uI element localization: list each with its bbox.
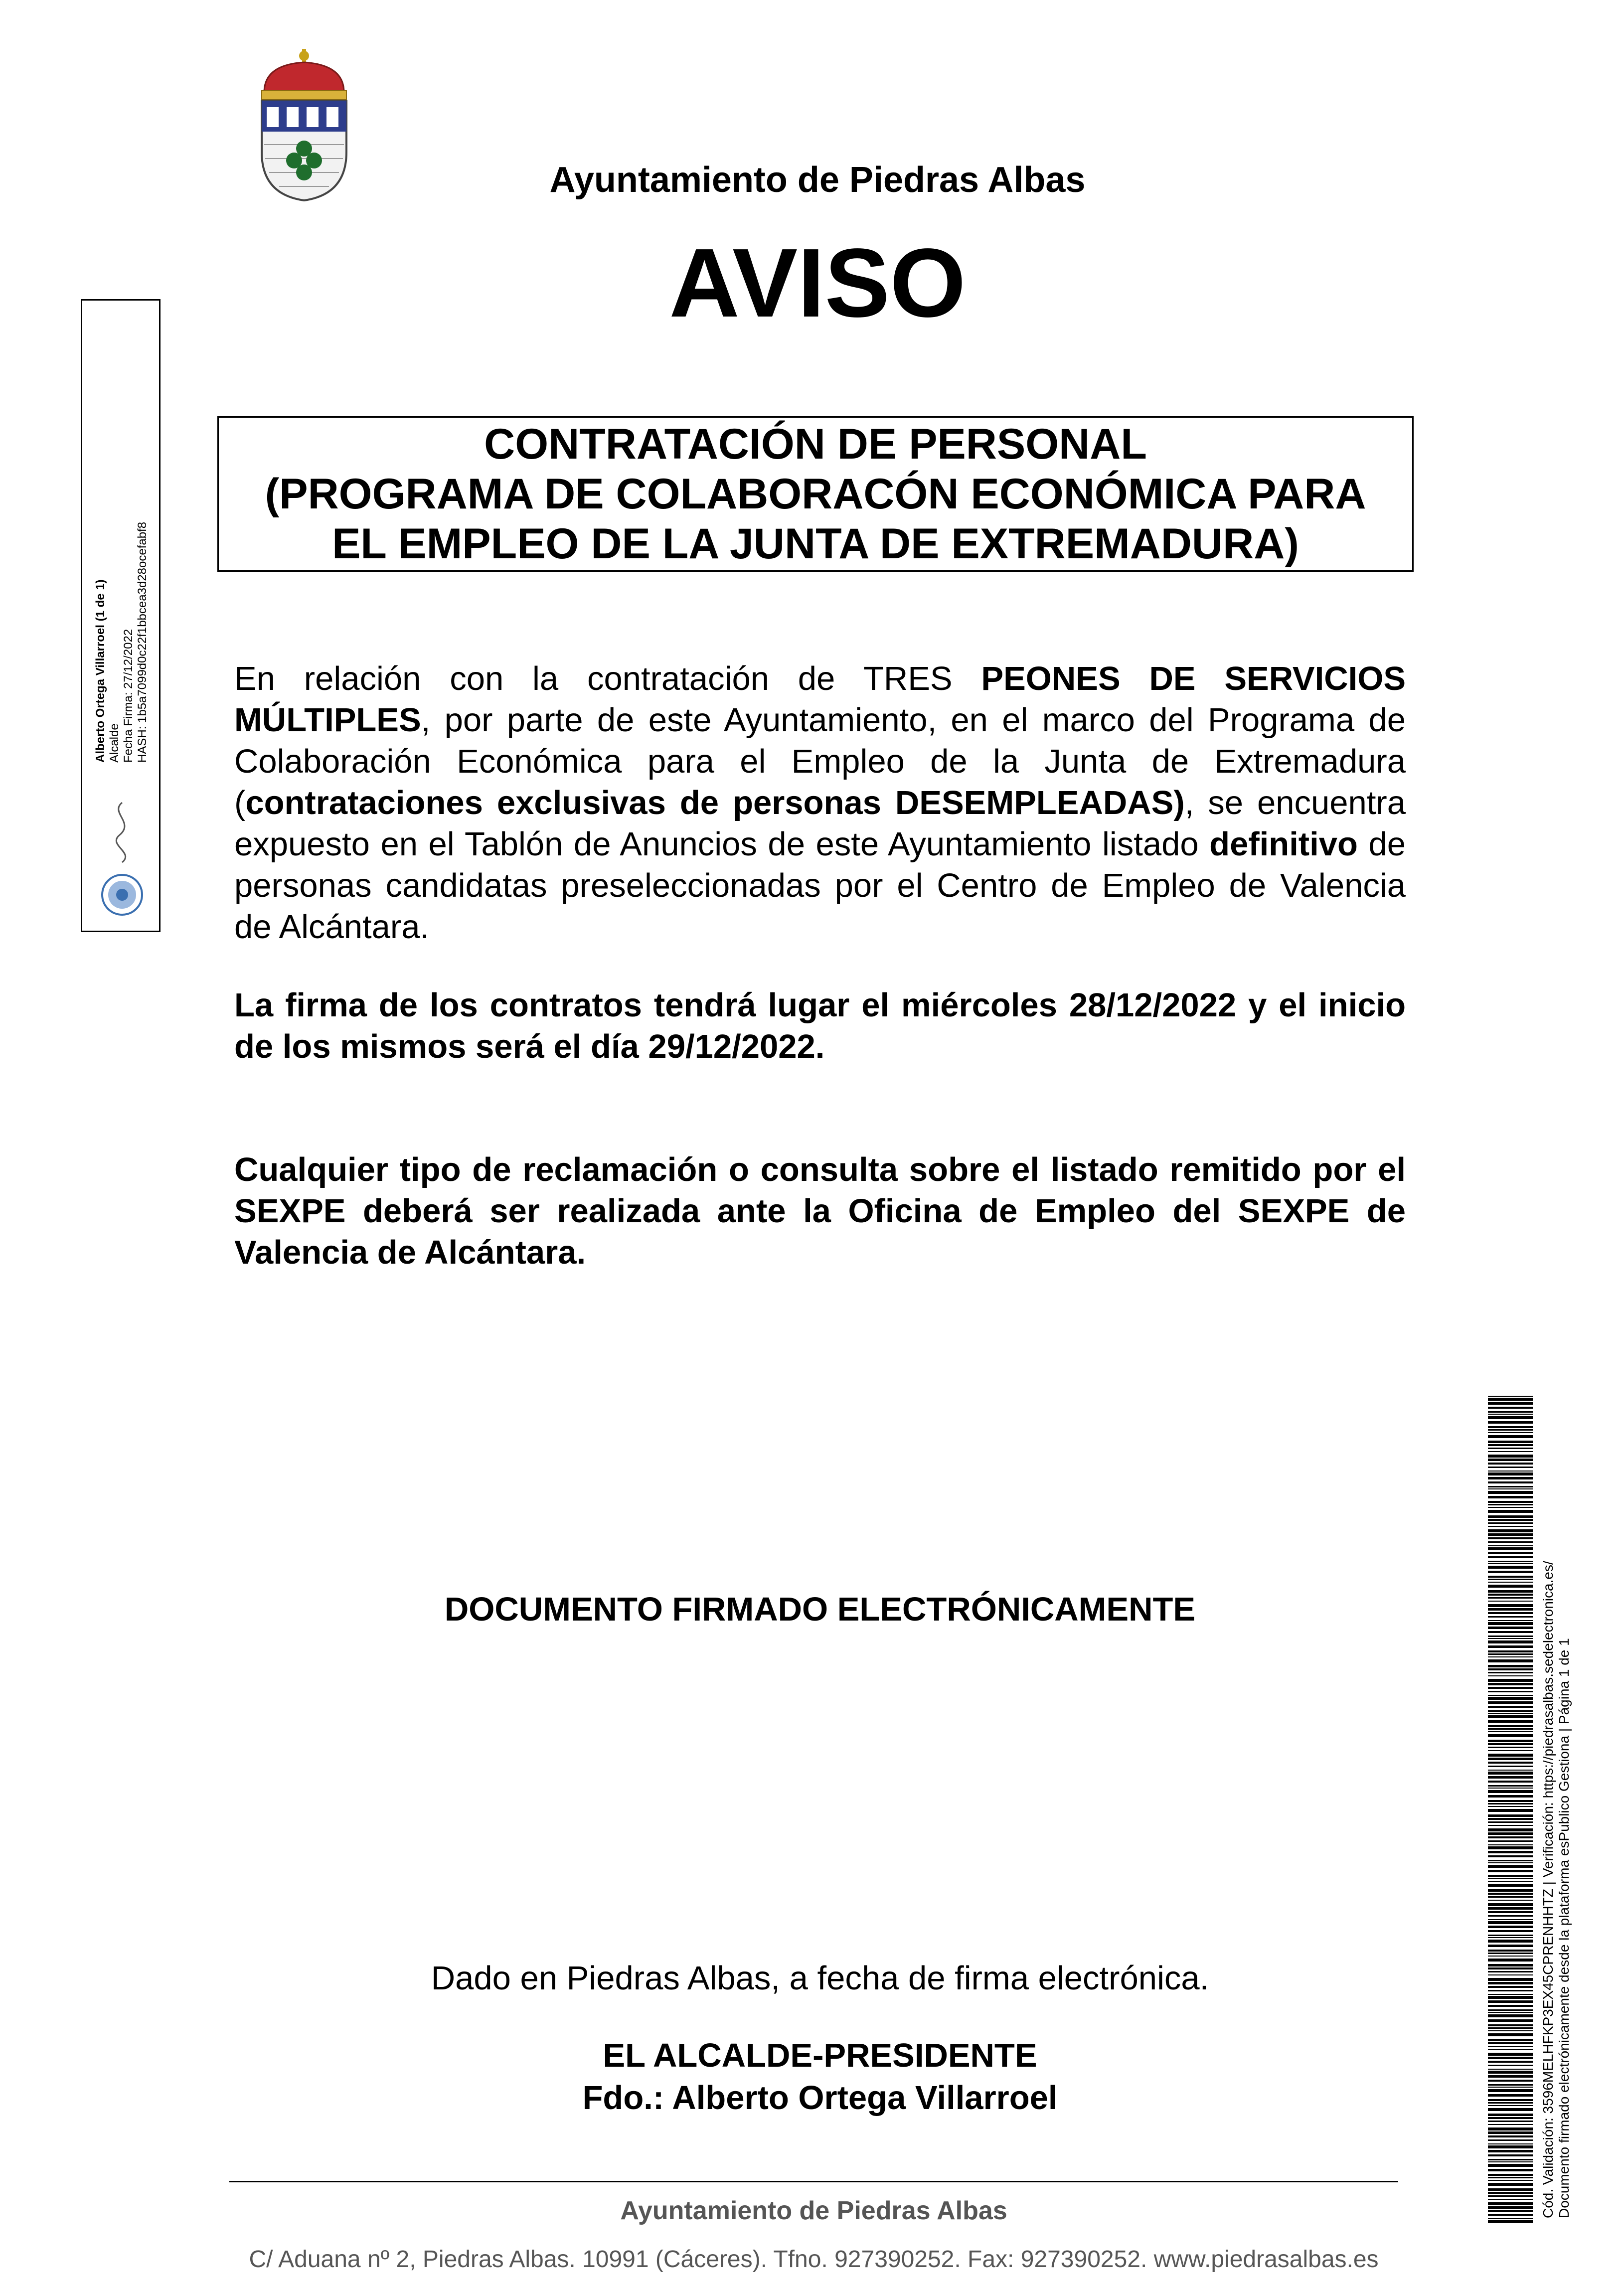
barcode-bar — [1488, 2188, 1533, 2191]
barcode-bar — [1488, 2180, 1533, 2181]
barcode-bar — [1488, 1491, 1533, 1494]
mayor-role: EL ALCALDE-PRESIDENTE — [603, 2037, 1037, 2074]
barcode-bar — [1488, 1889, 1533, 1892]
barcode-bar — [1488, 2105, 1533, 2106]
body-bold-text: contrataciones exclusivas de personas DESEMPLEADAS) — [245, 784, 1185, 821]
barcode-bar — [1488, 1604, 1533, 1607]
barcode-bar — [1488, 1959, 1533, 1962]
barcode-bar — [1488, 2164, 1533, 2167]
subject-title-line: EL EMPLEO DE LA JUNTA DE EXTREMADURA) — [332, 520, 1299, 568]
barcode-bar — [1488, 1455, 1533, 1458]
barcode-bar — [1488, 2177, 1533, 2178]
signature-hash: HASH: 1b5a7099d0c22f1bbcea3d28ocefabf8 — [136, 521, 149, 763]
barcode-bar — [1488, 1448, 1533, 1449]
barcode-bar — [1488, 2127, 1533, 2130]
barcode-bar — [1488, 1477, 1533, 1479]
barcode-bar — [1488, 1421, 1533, 1424]
footer-address: C/ Aduana nº 2, Piedras Albas. 10991 (Cáceres). Tfno. 927390252. Fax: 927390252. www.piedrasalbas.es — [249, 2246, 1379, 2273]
barcode-bar — [1488, 1653, 1533, 1655]
barcode-bar — [1488, 1937, 1533, 1938]
barcode-bar — [1488, 1840, 1533, 1842]
body-bold-text: definitivo — [1209, 825, 1358, 863]
barcode-bar — [1488, 2089, 1533, 2092]
barcode-bar — [1488, 2218, 1533, 2219]
barcode-bar — [1488, 1687, 1533, 1689]
barcode-bar — [1488, 1747, 1533, 1748]
barcode-bar — [1488, 1510, 1533, 1513]
barcode-bar — [1488, 1691, 1533, 1692]
barcode-bar — [1488, 2174, 1533, 2176]
footer-divider — [229, 2181, 1398, 2182]
body-paragraph-3: Cualquier tipo de reclamación o consulta sobre el listado remitido por el SEXPE deberá ser realizada ante la Oficina de Empleo del SEXPE de Valencia de Alcántara. — [234, 1151, 1406, 1271]
barcode-bar — [1488, 1571, 1533, 1573]
barcode-bar — [1488, 1964, 1533, 1966]
barcode-bar — [1488, 1967, 1533, 1969]
coat-of-arms-icon — [254, 45, 354, 204]
barcode-bar — [1488, 2161, 1533, 2162]
barcode-bar — [1488, 2005, 1533, 2007]
barcode-bar — [1488, 1432, 1533, 1433]
barcode-bar — [1488, 1754, 1533, 1757]
barcode-bar — [1488, 2131, 1533, 2134]
barcode-bar — [1488, 1907, 1533, 1910]
barcode-bar — [1488, 2030, 1533, 2031]
barcode-bar — [1488, 1467, 1533, 1468]
barcode-bar — [1488, 1416, 1533, 1419]
organization-header: Ayuntamiento de Piedras Albas — [549, 160, 1086, 200]
barcode-bar — [1488, 1451, 1533, 1452]
barcode-bar — [1488, 2049, 1533, 2050]
barcode-bar — [1488, 1612, 1533, 1614]
barcode-bar — [1488, 1832, 1533, 1835]
barcode-bar — [1488, 1776, 1533, 1779]
barcode-bar — [1488, 1713, 1533, 1714]
barcode-bar — [1488, 2150, 1533, 2152]
barcode-bar — [1488, 1585, 1533, 1588]
barcode-bar — [1488, 1790, 1533, 1793]
barcode-bar — [1488, 1903, 1533, 1906]
barcode-bar — [1488, 1893, 1533, 1895]
barcode-bar — [1488, 1825, 1533, 1826]
barcode-bar — [1488, 1770, 1533, 1771]
barcode-bar — [1488, 1545, 1533, 1546]
signer-position: Alcalde — [108, 723, 121, 763]
barcode-bar — [1488, 2114, 1533, 2116]
barcode-bar — [1488, 1731, 1533, 1732]
barcode-bar — [1488, 1522, 1533, 1524]
subject-title-box — [217, 416, 1414, 572]
barcode-bar — [1488, 1930, 1533, 1932]
barcode-bar — [1488, 1675, 1533, 1676]
barcode-bar — [1488, 1715, 1533, 1718]
barcode-bar — [1488, 1875, 1533, 1877]
barcode-bar — [1488, 2183, 1533, 2186]
barcode-bar — [1488, 2121, 1533, 2122]
barcode-bar — [1488, 1821, 1533, 1823]
barcode-bar — [1488, 1414, 1533, 1415]
signature-stamp-text — [94, 522, 150, 763]
barcode-bar — [1488, 1541, 1533, 1543]
barcode-bar — [1488, 1556, 1533, 1558]
barcode-bar — [1488, 1781, 1533, 1783]
barcode-bar — [1488, 1473, 1533, 1475]
barcode-bar — [1488, 2154, 1533, 2156]
barcode-bar — [1488, 2210, 1533, 2212]
barcode-bar — [1488, 1579, 1533, 1580]
barcode-bar — [1488, 1656, 1533, 1657]
barcode-bar — [1488, 1640, 1533, 1643]
barcode-bar — [1488, 2046, 1533, 2047]
barcode-bar — [1488, 1772, 1533, 1775]
barcode-bar — [1488, 1407, 1533, 1409]
barcode-bar — [1488, 1766, 1533, 1767]
barcode-bar — [1488, 1986, 1533, 1988]
barcode-bar — [1488, 1828, 1533, 1831]
barcode-bar — [1488, 1862, 1533, 1863]
barcode-bar — [1488, 1411, 1533, 1413]
barcode-bar — [1488, 1563, 1533, 1564]
barcode-bar — [1488, 1566, 1533, 1569]
barcode-bar — [1488, 2061, 1533, 2063]
barcode-bar — [1488, 2000, 1533, 2003]
barcode-bar — [1488, 2039, 1533, 2041]
barcode-bar — [1488, 1974, 1533, 1975]
barcode-bar — [1488, 2019, 1533, 2022]
barcode-bar — [1488, 2143, 1533, 2144]
body-paragraph-1 — [234, 658, 1406, 948]
barcode-bar — [1488, 1636, 1533, 1637]
barcode-bar — [1488, 1683, 1533, 1685]
barcode-bar — [1488, 1720, 1533, 1723]
barcode-bar — [1488, 1728, 1533, 1730]
barcode-bar — [1488, 1402, 1533, 1405]
barcode-bar — [1488, 1701, 1533, 1704]
barcode-bar — [1488, 1631, 1533, 1633]
body-text: , por parte de este Ayuntamiento, en el marco del Programa de Colaboración Económica para el Empleo de la Junta de Extremadura ( — [234, 701, 1406, 821]
barcode-bar — [1488, 2087, 1533, 2088]
barcode-bar — [1488, 1597, 1533, 1599]
barcode-bar — [1488, 2094, 1533, 2097]
barcode-bar — [1488, 1881, 1533, 1882]
barcode-bar — [1488, 2075, 1533, 2078]
barcode-bar — [1488, 1978, 1533, 1981]
barcode-bar — [1488, 1860, 1533, 1861]
barcode-bar — [1488, 1915, 1533, 1917]
barcode-bar — [1488, 2214, 1533, 2216]
subject-title-line: CONTRATACIÓN DE PERSONAL — [484, 420, 1147, 468]
barcode-bar — [1488, 1515, 1533, 1518]
barcode-bar — [1488, 1645, 1533, 1648]
barcode-bar — [1488, 1743, 1533, 1745]
barcode-bar — [1488, 1818, 1533, 1820]
validation-code-line: Cód. Validación: 3596MELHFKP3EX45CPRENHHTZ | Verificación: https://piedrasalbas.sedelectronica.es/ — [1540, 1561, 1556, 2218]
barcode-bar — [1488, 1800, 1533, 1802]
barcode-bar — [1488, 1627, 1533, 1629]
barcode-bar — [1488, 1734, 1533, 1737]
barcode-bar — [1488, 1659, 1533, 1662]
barcode-bar — [1488, 1463, 1533, 1465]
barcode-bar — [1488, 1622, 1533, 1625]
footer-organization: Ayuntamiento de Piedras Albas — [620, 2196, 1007, 2225]
barcode-bar — [1488, 1435, 1533, 1438]
barcode-bar — [1488, 1481, 1533, 1483]
barcode-bar — [1488, 1679, 1533, 1682]
barcode-bar — [1488, 1788, 1533, 1789]
barcode-bar — [1488, 1529, 1533, 1532]
barcode-bar — [1488, 1982, 1533, 1984]
barcode-bar — [1488, 1725, 1533, 1727]
body-text: , se encuentra expuesto en el Tablón de Anuncios de este Ayuntamiento listado — [234, 784, 1406, 863]
barcode-bar — [1488, 1526, 1533, 1527]
barcode-bar — [1488, 1884, 1533, 1887]
barcode-bar — [1488, 2145, 1533, 2148]
barcode-bar — [1488, 1950, 1533, 1952]
barcode-bar — [1488, 1710, 1533, 1712]
barcode-bar — [1488, 1398, 1533, 1401]
barcode-bar — [1488, 1855, 1533, 1857]
barcode-bar — [1488, 1697, 1533, 1700]
barcode-bar — [1488, 1488, 1533, 1489]
body-bold-text: PEONES DE SERVICIOS MÚLTIPLES — [234, 660, 1406, 739]
barcode-bar — [1488, 1561, 1533, 1562]
subject-title-line: (PROGRAMA DE COLABORACÓN ECONÓMICA PARA — [265, 470, 1366, 518]
barcode-bar — [1488, 1471, 1533, 1472]
barcode-bar — [1488, 1762, 1533, 1764]
barcode-bar — [1488, 2009, 1533, 2011]
barcode-bar — [1488, 2139, 1533, 2141]
barcode-bar — [1488, 1576, 1533, 1578]
barcode-bar — [1488, 1900, 1533, 1901]
barcode-bar — [1488, 1750, 1533, 1751]
barcode-bar — [1488, 1665, 1533, 1667]
barcode-bar — [1488, 2012, 1533, 2013]
barcode-bar — [1488, 2065, 1533, 2066]
barcode-bar — [1488, 2042, 1533, 2044]
barcode-bar — [1488, 2071, 1533, 2074]
barcode-bar — [1488, 1795, 1533, 1798]
barcode-bar — [1488, 1501, 1533, 1503]
signed-electronically-note: DOCUMENTO FIRMADO ELECTRÓNICAMENTE — [444, 1591, 1196, 1628]
barcode-bar — [1488, 1552, 1533, 1554]
barcode-bar — [1488, 1994, 1533, 1995]
barcode-bar — [1488, 1953, 1533, 1954]
barcode-bar — [1488, 2069, 1533, 2070]
barcode-bar — [1488, 1507, 1533, 1508]
barcode-bar — [1488, 1785, 1533, 1787]
barcode-bar — [1488, 1459, 1533, 1461]
barcode-bar — [1488, 1870, 1533, 1872]
barcode-bar — [1488, 1911, 1533, 1913]
barcode-bar — [1488, 2080, 1533, 2082]
barcode-bar — [1488, 1836, 1533, 1838]
body-text: de personas candidatas preseleccionadas por el Centro de Empleo de Valencia de Alcántara. — [234, 825, 1406, 946]
barcode-bar — [1488, 2124, 1533, 2125]
barcode-bar — [1488, 1935, 1533, 1936]
barcode-bar — [1488, 1533, 1533, 1536]
barcode-bar — [1488, 1740, 1533, 1742]
validation-platform-line: Documento firmado electrónicamente desde la plataforma esPublico Gestiona | Página 1 de 1 — [1556, 1638, 1572, 2218]
barcode-bar — [1488, 1620, 1533, 1621]
barcode-bar — [1488, 1996, 1533, 1999]
barcode-bar — [1488, 1990, 1533, 1991]
given-statement: Dado en Piedras Albas, a fecha de firma electrónica. — [431, 1960, 1209, 1997]
barcode-bar — [1488, 1971, 1533, 1972]
barcode-bar — [1488, 1638, 1533, 1639]
barcode-bar — [1488, 1672, 1533, 1673]
barcode-bar — [1488, 1846, 1533, 1849]
barcode-bar — [1488, 1590, 1533, 1593]
barcode-bar — [1488, 1945, 1533, 1947]
barcode-bar — [1488, 2192, 1533, 2194]
body-paragraph-2: La firma de los contratos tendrá lugar el miércoles 28/12/2022 y el inicio de los mismos será el día 29/12/2022. — [234, 986, 1406, 1065]
barcode-bar — [1488, 1956, 1533, 1957]
barcode-bar — [1488, 2053, 1533, 2056]
barcode-bar — [1488, 2014, 1533, 2017]
barcode-bar — [1488, 1809, 1533, 1812]
barcode-bar — [1488, 1441, 1533, 1443]
barcode-bar — [1488, 1844, 1533, 1845]
barcode-bar — [1488, 1896, 1533, 1898]
barcode-bar — [1488, 2102, 1533, 2104]
barcode-bar — [1488, 1396, 1533, 1397]
barcode-bar — [1488, 1706, 1533, 1708]
barcode-bar — [1488, 1537, 1533, 1539]
barcode-bar — [1488, 1426, 1533, 1428]
barcode-bar — [1488, 1444, 1533, 1446]
official-seal-icon — [95, 793, 150, 922]
barcode-bar — [1488, 2024, 1533, 2026]
barcode-bar — [1488, 1695, 1533, 1696]
barcode-bar — [1488, 1668, 1533, 1670]
barcode-bar — [1488, 1616, 1533, 1618]
barcode-bar — [1488, 2099, 1533, 2101]
barcode-bar — [1488, 2135, 1533, 2137]
barcode-bar — [1488, 1921, 1533, 1924]
validation-barcode-icon — [1488, 1396, 1533, 2223]
barcode-bar — [1488, 2057, 1533, 2059]
barcode-bar — [1488, 1650, 1533, 1652]
signer-name: Alberto Ortega Villarroel (1 de 1) — [94, 579, 107, 763]
barcode-bar — [1488, 1806, 1533, 1807]
barcode-bar — [1488, 2202, 1533, 2205]
barcode-bar — [1488, 2033, 1533, 2036]
barcode-bar — [1488, 2169, 1533, 2171]
barcode-bar — [1488, 1926, 1533, 1928]
validation-text — [1540, 1561, 1572, 2218]
barcode-bar — [1488, 1547, 1533, 1550]
barcode-bar — [1488, 1486, 1533, 1487]
barcode-bar — [1488, 1865, 1533, 1868]
barcode-bar — [1488, 1851, 1533, 1853]
barcode-bar — [1488, 1608, 1533, 1611]
barcode-bar — [1488, 1582, 1533, 1583]
barcode-bar — [1488, 1878, 1533, 1879]
barcode-bar — [1488, 2108, 1533, 2111]
notice-title: AVISO — [669, 228, 966, 337]
barcode-bar — [1488, 1496, 1533, 1498]
body-text: En relación con la contratación de TRES — [234, 660, 981, 697]
barcode-bar — [1488, 2027, 1533, 2029]
barcode-bar — [1488, 2220, 1533, 2223]
barcode-bar — [1488, 1429, 1533, 1431]
barcode-bar — [1488, 1504, 1533, 1505]
barcode-bar — [1488, 2084, 1533, 2086]
barcode-bar — [1488, 2206, 1533, 2209]
barcode-bar — [1488, 1601, 1533, 1602]
barcode-bar — [1488, 1919, 1533, 1920]
barcode-bar — [1488, 2117, 1533, 2119]
signature-date: Fecha Firma: 27/12/2022 — [122, 629, 135, 763]
mayor-signature-name: Fdo.: Alberto Ortega Villarroel — [582, 2079, 1058, 2117]
barcode-bar — [1488, 1594, 1533, 1596]
barcode-bar — [1488, 1803, 1533, 1804]
barcode-bar — [1488, 1940, 1533, 1943]
barcode-bar — [1488, 1519, 1533, 1521]
barcode-bar — [1488, 2159, 1533, 2160]
barcode-bar — [1488, 1814, 1533, 1817]
barcode-bar — [1488, 1758, 1533, 1760]
barcode-bar — [1488, 2195, 1533, 2197]
barcode-bar — [1488, 2199, 1533, 2200]
